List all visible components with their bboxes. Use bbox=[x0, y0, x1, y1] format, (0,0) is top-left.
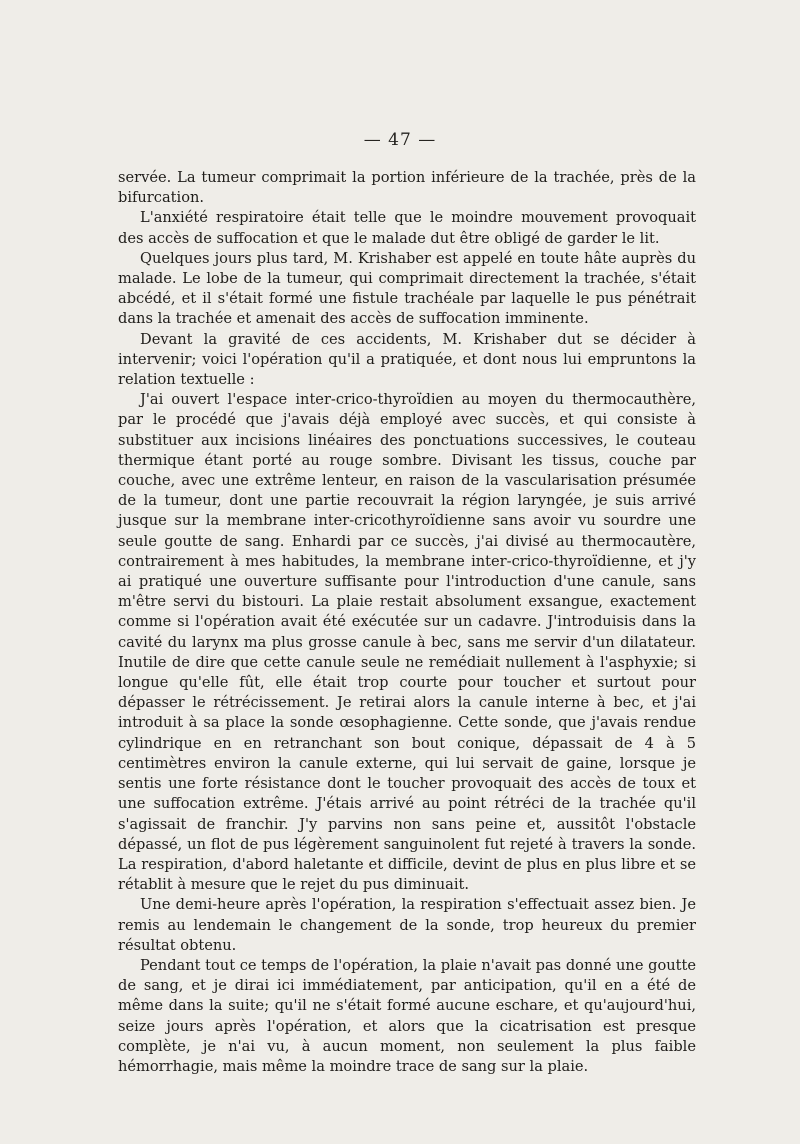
body-text bbox=[118, 168, 696, 1077]
paragraph: Une demi-heure après l'opération, la respiration s'effectuait assez bien. Je remis au lendemain le changement de la sonde, trop heureux du premier résultat obtenu. bbox=[118, 896, 696, 954]
paragraph: Pendant tout ce temps de l'opération, la plaie n'avait pas donné une goutte de sang, et je dirai ici immédiatement, par anticipation, qu'il en a été de même dans la suite; qu'il ne s'était formé aucune eschare, et qu'aujourd'hui, seize jours après l'opération, et alors que la cicatrisation est presque complète, je n'ai vu, à aucun moment, non seulement la plus faible hémorrhagie, mais même la moindre trace de sang sur la plaie. bbox=[118, 956, 696, 1075]
paragraph: J'ai ouvert l'espace inter-crico-thyroïdien au moyen du thermocauthère, par le procédé que j'avais déjà employé avec succès, et qui consiste à substituer aux incisions linéaires des ponctuations successives, le couteau thermique étant porté au rouge sombre. Divisant les tissus, couche par couche, avec une extrême lenteur, en raison de la vascularisation présumée de la tumeur, dont une partie recouvrait la région laryngée, je suis arrivé jusque sur la membrane inter-cricothyroïdienne sans avoir vu sourdre une seule goutte de sang. Enhardi par ce succès, j'ai divisé au thermocautère, contrairement à mes habitudes, la membrane inter-crico-thyroïdienne, et j'y ai pratiqué une ouverture suffisante pour l'introduction d'une canule, sans m'être servi du bistouri. La plaie restait absolument exsangue, exactement comme si l'opération avait été exécutée sur un cadavre. J'introduisis dans la cavité du larynx ma plus grosse canule à bec, sans me servir d'un dilatateur. Inutile de dire que cette canule seule ne remédiait nullement à l'asphyxie; si longue qu'elle fût, elle était trop courte pour toucher et surtout pour dépasser le rétrécissement. Je retirai alors la canule interne à bec, et j'ai introduit à sa place la sonde œsophagienne. Cette sonde, que j'avais rendue cylindrique en en retranchant son bout conique, dépassait de 4 à 5 centimètres environ la canule externe, qui lui servait de gaine, lorsque je sentis une forte résistance dont le toucher provoquait des accès de toux et une suffocation extrême. J'étais arrivé au point rétréci de la trachée qu'il s'agissait de franchir. J'y parvins non sans peine et, aussitôt l'obstacle dépassé, un flot de pus légèrement sanguinolent fut rejeté à travers la sonde. La respiration, d'abord haletante et difficile, devint de plus en plus libre et se rétablit à mesure que le rejet du pus diminuait. bbox=[118, 391, 696, 894]
paragraph: Devant la gravité de ces accidents, M. Krishaber dut se décider à intervenir; voici l'opération qu'il a pratiquée, et dont nous lui empruntons la relation textuelle : bbox=[118, 330, 696, 389]
paragraph: Quelques jours plus tard, M. Krishaber est appelé en toute hâte auprès du malade. Le lobe de la tumeur, qui comprimait directement la trachée, s'était abcédé, et il s'était formé une fistule trachéale par laquelle le pus pénétrait dans la trachée et amenait des accès de suffocation imminente. bbox=[118, 249, 696, 328]
paragraph: servée. La tumeur comprimait la portion inférieure de la trachée, près de la bifurcation. bbox=[118, 169, 696, 207]
page-number: — 47 — bbox=[363, 130, 437, 150]
paragraph: L'anxiété respiratoire était telle que le moindre mouvement provoquait des accès de suffocation et que le malade dut être obligé de garder le lit. bbox=[118, 209, 696, 247]
